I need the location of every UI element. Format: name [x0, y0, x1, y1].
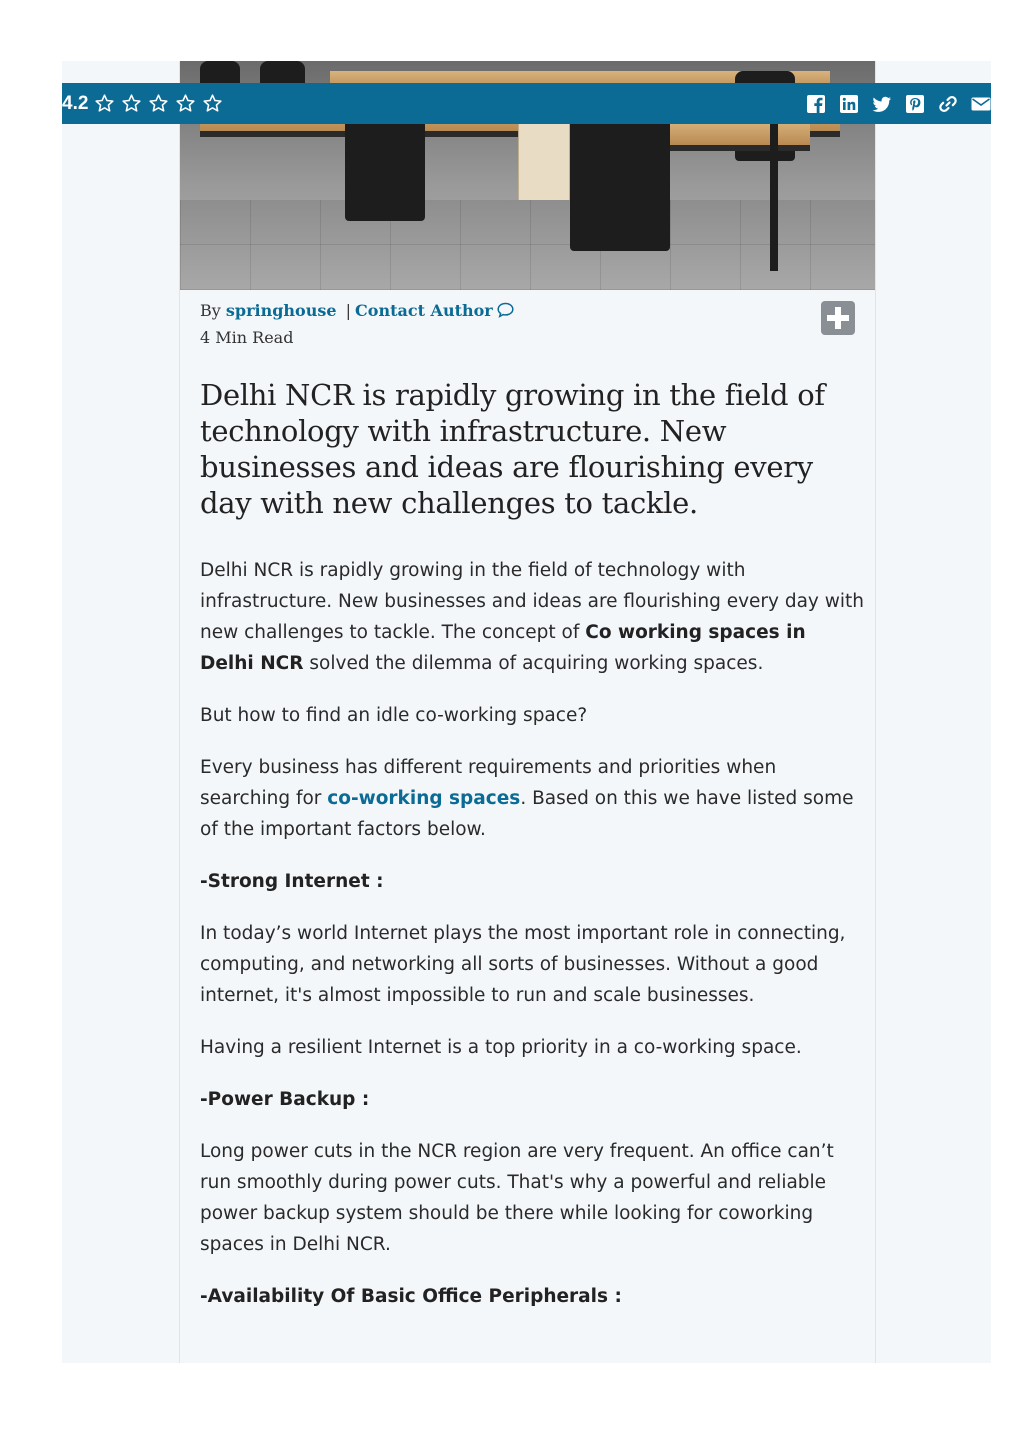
byline-separator: |: [345, 301, 352, 320]
section-heading: [200, 1084, 864, 1115]
article-headline: Delhi NCR is rapidly growing in the field of technology with infrastructure. New businesses and ideas are flourishing every day with new challenges to tackle.: [200, 378, 825, 520]
section-heading-text: -Availability Of Basic Office Peripherals :: [200, 1286, 622, 1307]
plus-icon: [821, 301, 855, 335]
rating-score: 4.2: [62, 92, 89, 114]
article-column: [179, 61, 876, 1363]
section-heading: [200, 1281, 864, 1312]
paragraph: But how to find an idle co-working space?: [200, 705, 588, 726]
byline: [200, 297, 514, 324]
star-icon[interactable]: [202, 93, 223, 114]
read-time: 4 Min Read: [200, 328, 294, 347]
share-icons: [793, 94, 991, 114]
facebook-icon[interactable]: [806, 94, 826, 114]
comment-icon: [497, 299, 514, 315]
paragraph: [200, 555, 864, 679]
twitter-icon[interactable]: [872, 94, 892, 114]
paragraph-text: solved the dilemma of acquiring working spaces.: [303, 653, 764, 674]
rating-widget: [62, 93, 229, 115]
contact-author-label: Contact Author: [355, 301, 493, 320]
contact-author-link[interactable]: [355, 301, 514, 320]
section-heading-text: -Power Backup :: [200, 1089, 370, 1110]
article-body: [200, 555, 864, 1333]
email-icon[interactable]: [971, 94, 991, 114]
expand-plus-button[interactable]: [821, 301, 855, 335]
section-heading-text: -Strong Internet :: [200, 871, 384, 892]
paragraph: Having a resilient Internet is a top priority in a co-working space.: [200, 1037, 802, 1058]
coworking-spaces-link[interactable]: co-working spaces: [327, 788, 521, 809]
star-icon[interactable]: [94, 93, 115, 114]
by-label: By: [200, 301, 221, 320]
star-icon[interactable]: [121, 93, 142, 114]
page-panel: [62, 61, 991, 1363]
paragraph-text: Every business has different requirements and priorities when searching for: [200, 757, 777, 809]
paragraph: [200, 752, 864, 845]
section-heading: [200, 866, 864, 897]
paragraph-text: Delhi NCR is rapidly growing in the field of technology with infrastructure. New businesses and ideas are flourishing every day with new challenges to tackle. The concept of: [200, 560, 865, 643]
paragraph: In today’s world Internet plays the most important role in connecting, computing, and networking all sorts of businesses. Without a good internet, it's almost impossible to run and scale businesses.: [200, 923, 846, 1006]
star-icon[interactable]: [175, 93, 196, 114]
author-link[interactable]: springhouse: [225, 301, 337, 320]
paragraph: Long power cuts in the NCR region are very frequent. An office can’t run smoothly during power cuts. That's why a powerful and reliable power backup system should be there while looking for coworking spaces in Delhi NCR.: [200, 1141, 834, 1255]
rating-share-bar: [62, 83, 991, 124]
link-icon[interactable]: [938, 94, 958, 114]
star-icon[interactable]: [148, 93, 169, 114]
article-meta: [200, 297, 514, 351]
linkedin-icon[interactable]: [839, 94, 859, 114]
pinterest-icon[interactable]: [905, 94, 925, 114]
bold-keyword: Co working spaces in Delhi NCR: [200, 622, 806, 674]
paragraph-text: . Based on this we have listed some of the important factors below.: [200, 788, 854, 840]
